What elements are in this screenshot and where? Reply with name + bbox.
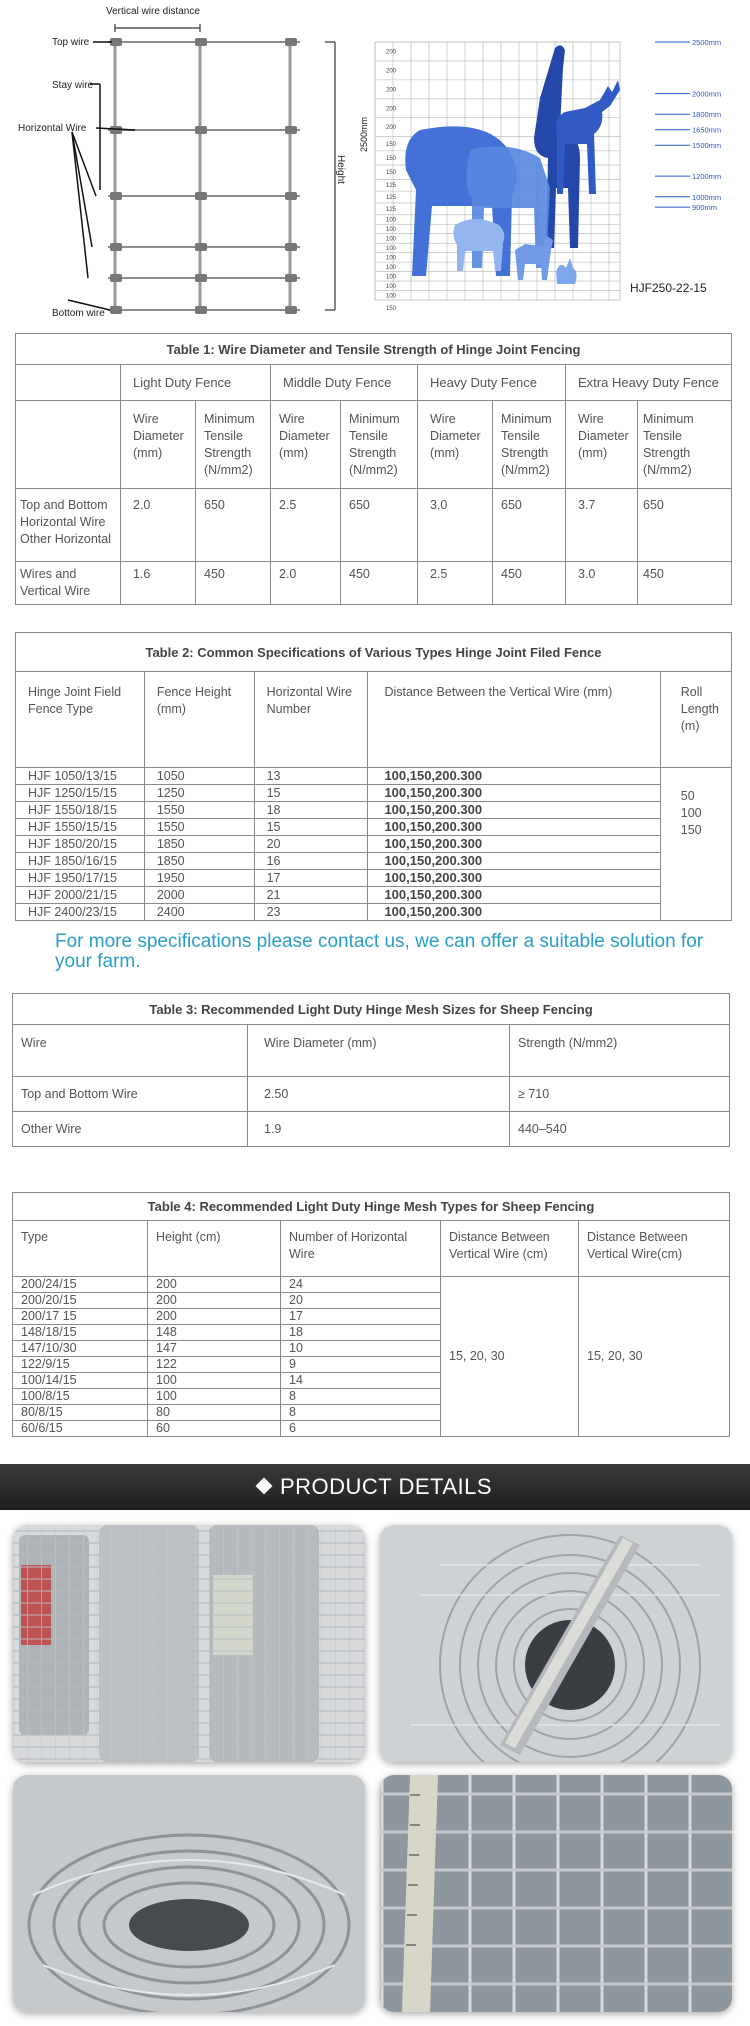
table4-height: 200 (148, 1277, 281, 1293)
roll-length-value: 50 (680, 789, 695, 803)
table2-type: HJF 1850/20/15 (16, 836, 145, 853)
table4-header: Number of Horizontal Wire (281, 1221, 441, 1277)
table2-type: HJF 1950/17/15 (16, 870, 145, 887)
table1-cell: 3.0 (418, 489, 493, 562)
grid-spacing-label: 200 (386, 87, 397, 94)
table1-cell: 650 (638, 489, 732, 562)
grid-spacing-label: 125 (386, 206, 397, 213)
table4-header: Type (13, 1221, 148, 1277)
grid-spacing-label: 200 (386, 106, 397, 113)
table1-group-header: Heavy Duty Fence (418, 365, 566, 401)
grid-spacing-label: 150 (386, 170, 397, 177)
table1-cell: 450 (493, 562, 566, 605)
table3-cell: 2.50 (248, 1077, 510, 1112)
vertical-wire-distance-label: Vertical wire distance (106, 6, 200, 17)
table1-row-label: Top and Bottom Horizontal Wire Other Horizontal (16, 489, 121, 562)
model-label: HJF250-22-15 (630, 281, 707, 295)
table4-type: 100/8/15 (13, 1389, 148, 1405)
animal-size-chart (359, 38, 721, 312)
top-wire-label: Top wire (52, 37, 90, 48)
table2-type: HJF 2000/21/15 (16, 887, 145, 904)
table4-wire-count: 20 (281, 1293, 441, 1309)
table4-header: Distance Between Vertical Wire (cm) (441, 1221, 579, 1277)
table4-type: 200/17 15 (13, 1309, 148, 1325)
table2-distance: 100,150,200.300 (368, 785, 660, 802)
table2-header: Fence Height (mm) (144, 672, 254, 768)
height-mark-label: 1500mm (692, 141, 722, 151)
grid-spacing-label: 200 (386, 125, 397, 132)
grid-spacing-label: 200 (386, 68, 397, 75)
table3-cell: 440–540 (510, 1112, 730, 1147)
grid-spacing-label: 100 (386, 283, 397, 290)
bottom-wire-label: Bottom wire (52, 308, 105, 319)
fence-rolls-stacked-photo (13, 1525, 365, 1762)
table2-wire-number: 23 (254, 904, 368, 921)
table1-cell: 650 (196, 489, 271, 562)
table2-height: 1550 (144, 819, 254, 836)
table4-header: Height (cm) (148, 1221, 281, 1277)
grid-spacing-label: 100 (386, 274, 397, 281)
table3-header: Strength (N/mm2) (510, 1025, 730, 1077)
table2-roll-length (660, 768, 731, 921)
table2-height: 2400 (144, 904, 254, 921)
roll-length-value: 150 (680, 823, 702, 837)
table1-corner-cell (16, 365, 121, 401)
table2-header: Horizontal Wire Number (254, 672, 368, 768)
chart-height-label: 2500mm (359, 116, 369, 152)
fence-structure-drawing (68, 24, 335, 314)
table2-wire-number: 15 (254, 785, 368, 802)
table3-cell: 1.9 (248, 1112, 510, 1147)
fence-diagram (0, 0, 750, 330)
table4-wire-count: 24 (281, 1277, 441, 1293)
table4-type: 200/24/15 (13, 1277, 148, 1293)
table2-height: 1550 (144, 802, 254, 819)
table3-cell: Top and Bottom Wire (13, 1077, 248, 1112)
table2-distance: 100,150,200.300 (368, 904, 660, 921)
diamond-icon (255, 1478, 272, 1495)
table1-group-header: Extra Heavy Duty Fence (566, 365, 732, 401)
table1-cell: 650 (341, 489, 418, 562)
table1-subheader: Wire Diameter (mm) (418, 401, 493, 489)
fence-roll-with-ruler-photo (380, 1525, 732, 1762)
table2-height: 2000 (144, 887, 254, 904)
table4-wire-count: 8 (281, 1389, 441, 1405)
table-sheep-mesh-types (12, 1192, 730, 1437)
table4-type: 200/20/15 (13, 1293, 148, 1309)
table4-wire-count: 17 (281, 1309, 441, 1325)
table4-height: 147 (148, 1341, 281, 1357)
table2-height: 1950 (144, 870, 254, 887)
table2-distance: 100,150,200.300 (368, 870, 660, 887)
table2-wire-number: 15 (254, 819, 368, 836)
height-mark-label: 1800mm (692, 110, 722, 120)
table4-type: 122/9/15 (13, 1357, 148, 1373)
table4-height: 100 (148, 1373, 281, 1389)
grid-spacing-label: 100 (386, 236, 397, 243)
grid-spacing-label: 100 (386, 217, 397, 224)
table2-wire-number: 17 (254, 870, 368, 887)
table2-type: HJF 1250/15/15 (16, 785, 145, 802)
table1-subheader: Minimum Tensile Strength (N/mm2) (638, 401, 732, 489)
table2-wire-number: 20 (254, 836, 368, 853)
table4-height: 148 (148, 1325, 281, 1341)
table1-group-header: Middle Duty Fence (271, 365, 418, 401)
table2-distance: 100,150,200.300 (368, 802, 660, 819)
table2-height: 1850 (144, 853, 254, 870)
table2-wire-number: 13 (254, 768, 368, 785)
table2-type: HJF 1550/15/15 (16, 819, 145, 836)
table4-type: 80/8/15 (13, 1405, 148, 1421)
table4-type: 148/18/15 (13, 1325, 148, 1341)
grid-spacing-label: 125 (386, 183, 397, 190)
table4-height: 60 (148, 1421, 281, 1437)
table1-cell: 450 (638, 562, 732, 605)
table4-type: 100/14/15 (13, 1373, 148, 1389)
table2-height: 1050 (144, 768, 254, 785)
table4-wire-count: 9 (281, 1357, 441, 1373)
table2-header: Distance Between the Vertical Wire (mm) (368, 672, 660, 768)
table3-caption: Table 3: Recommended Light Duty Hinge Mesh Sizes for Sheep Fencing (13, 994, 730, 1025)
grid-spacing-label: 125 (386, 195, 397, 202)
horizontal-wire-label: Horizontal Wire (18, 123, 87, 134)
table1-subheader: Minimum Tensile Strength (N/mm2) (196, 401, 271, 489)
table2-distance: 100,150,200.300 (368, 768, 660, 785)
table-field-fence-specs (15, 632, 732, 921)
table4-type: 60/6/15 (13, 1421, 148, 1437)
height-mark-label: 2500mm (692, 38, 722, 47)
grid-spacing-label: 100 (386, 264, 397, 271)
table2-type: HJF 2400/23/15 (16, 904, 145, 921)
table4-wire-count: 18 (281, 1325, 441, 1341)
height-label: Height (335, 155, 346, 184)
roll-length-value: 100 (680, 806, 702, 820)
height-mark-label: 1650mm (692, 125, 722, 135)
table1-subheader: Wire Diameter (mm) (271, 401, 341, 489)
table2-caption: Table 2: Common Specifications of Various Types Hinge Joint Filed Fence (16, 633, 732, 672)
table1-cell: 3.7 (566, 489, 638, 562)
grid-spacing-label: 100 (386, 255, 397, 262)
table2-distance: 100,150,200.300 (368, 887, 660, 904)
table4-distance-a: 15, 20, 30 (441, 1277, 579, 1437)
stay-wire-label: Stay wire (52, 80, 94, 91)
table4-height: 200 (148, 1309, 281, 1325)
table4-distance-b: 15, 20, 30 (579, 1277, 730, 1437)
height-mark-label: 1000mm (692, 192, 722, 202)
table1-cell: 2.0 (121, 489, 196, 562)
table3-cell: Other Wire (13, 1112, 248, 1147)
table1-cell: 2.0 (271, 562, 341, 605)
table1-caption: Table 1: Wire Diameter and Tensile Strength of Hinge Joint Fencing (16, 334, 732, 365)
table1-cell: 650 (493, 489, 566, 562)
table1-cell: 1.6 (121, 562, 196, 605)
table1-blank-cell (16, 401, 121, 489)
table1-row-label: Wires and Vertical Wire (16, 562, 121, 605)
table1-cell: 450 (196, 562, 271, 605)
grid-spacing-label: 100 (386, 293, 397, 300)
table1-cell: 2.5 (418, 562, 493, 605)
table1-subheader: Minimum Tensile Strength (N/mm2) (341, 401, 418, 489)
table1-subheader: Wire Diameter (mm) (566, 401, 638, 489)
table1-subheader: Wire Diameter (mm) (121, 401, 196, 489)
height-mark-label: 2000mm (692, 89, 722, 99)
table-wire-diameter-tensile (15, 333, 732, 605)
table2-distance: 100,150,200.300 (368, 853, 660, 870)
table1-cell: 2.5 (271, 489, 341, 562)
table2-header: Roll Length (m) (660, 672, 731, 768)
grid-spacing-label: 100 (386, 226, 397, 233)
table1-cell: 3.0 (566, 562, 638, 605)
table4-type: 147/10/30 (13, 1341, 148, 1357)
table2-distance: 100,150,200.300 (368, 819, 660, 836)
table4-caption: Table 4: Recommended Light Duty Hinge Mesh Types for Sheep Fencing (13, 1193, 730, 1221)
grid-spacing-label: 200 (386, 49, 397, 56)
table4-height: 122 (148, 1357, 281, 1373)
table4-wire-count: 10 (281, 1341, 441, 1357)
table3-header: Wire (13, 1025, 248, 1077)
contact-promo-text: For more specifications please contact us, we can offer a suitable solution for your farm. (55, 931, 704, 972)
table2-header: Hinge Joint Field Fence Type (16, 672, 145, 768)
table1-cell: 450 (341, 562, 418, 605)
table4-wire-count: 6 (281, 1421, 441, 1437)
table4-height: 100 (148, 1389, 281, 1405)
grid-spacing-label: 150 (386, 141, 397, 148)
table2-type: HJF 1850/16/15 (16, 853, 145, 870)
table1-subheader: Minimum Tensile Strength (N/mm2) (493, 401, 566, 489)
table3-cell: ≥ 710 (510, 1077, 730, 1112)
height-mark-label: 900mm (692, 203, 718, 213)
table4-header: Distance Between Vertical Wire(cm) (579, 1221, 730, 1277)
fence-mesh-with-ruler-photo (380, 1775, 732, 2012)
chart-bottom-value: 150 (386, 306, 397, 312)
table2-height: 1850 (144, 836, 254, 853)
table4-height: 80 (148, 1405, 281, 1421)
grid-spacing-label: 150 (386, 155, 397, 162)
table2-type: HJF 1050/13/15 (16, 768, 145, 785)
table2-type: HJF 1550/18/15 (16, 802, 145, 819)
table1-group-header: Light Duty Fence (121, 365, 271, 401)
product-details-banner (0, 1464, 750, 1510)
table2-height: 1250 (144, 785, 254, 802)
table2-wire-number: 16 (254, 853, 368, 870)
banner-title: PRODUCT DETAILS (279, 1474, 493, 1499)
table2-wire-number: 21 (254, 887, 368, 904)
table2-wire-number: 18 (254, 802, 368, 819)
table3-header: Wire Diameter (mm) (248, 1025, 510, 1077)
table4-height: 200 (148, 1293, 281, 1309)
height-mark-label: 1200mm (692, 172, 722, 182)
table4-wire-count: 8 (281, 1405, 441, 1421)
table-sheep-mesh-sizes (12, 993, 730, 1147)
fence-roll-closeup-photo (13, 1775, 365, 2012)
grid-spacing-label: 100 (386, 245, 397, 252)
table4-wire-count: 14 (281, 1373, 441, 1389)
table2-distance: 100,150,200.300 (368, 836, 660, 853)
